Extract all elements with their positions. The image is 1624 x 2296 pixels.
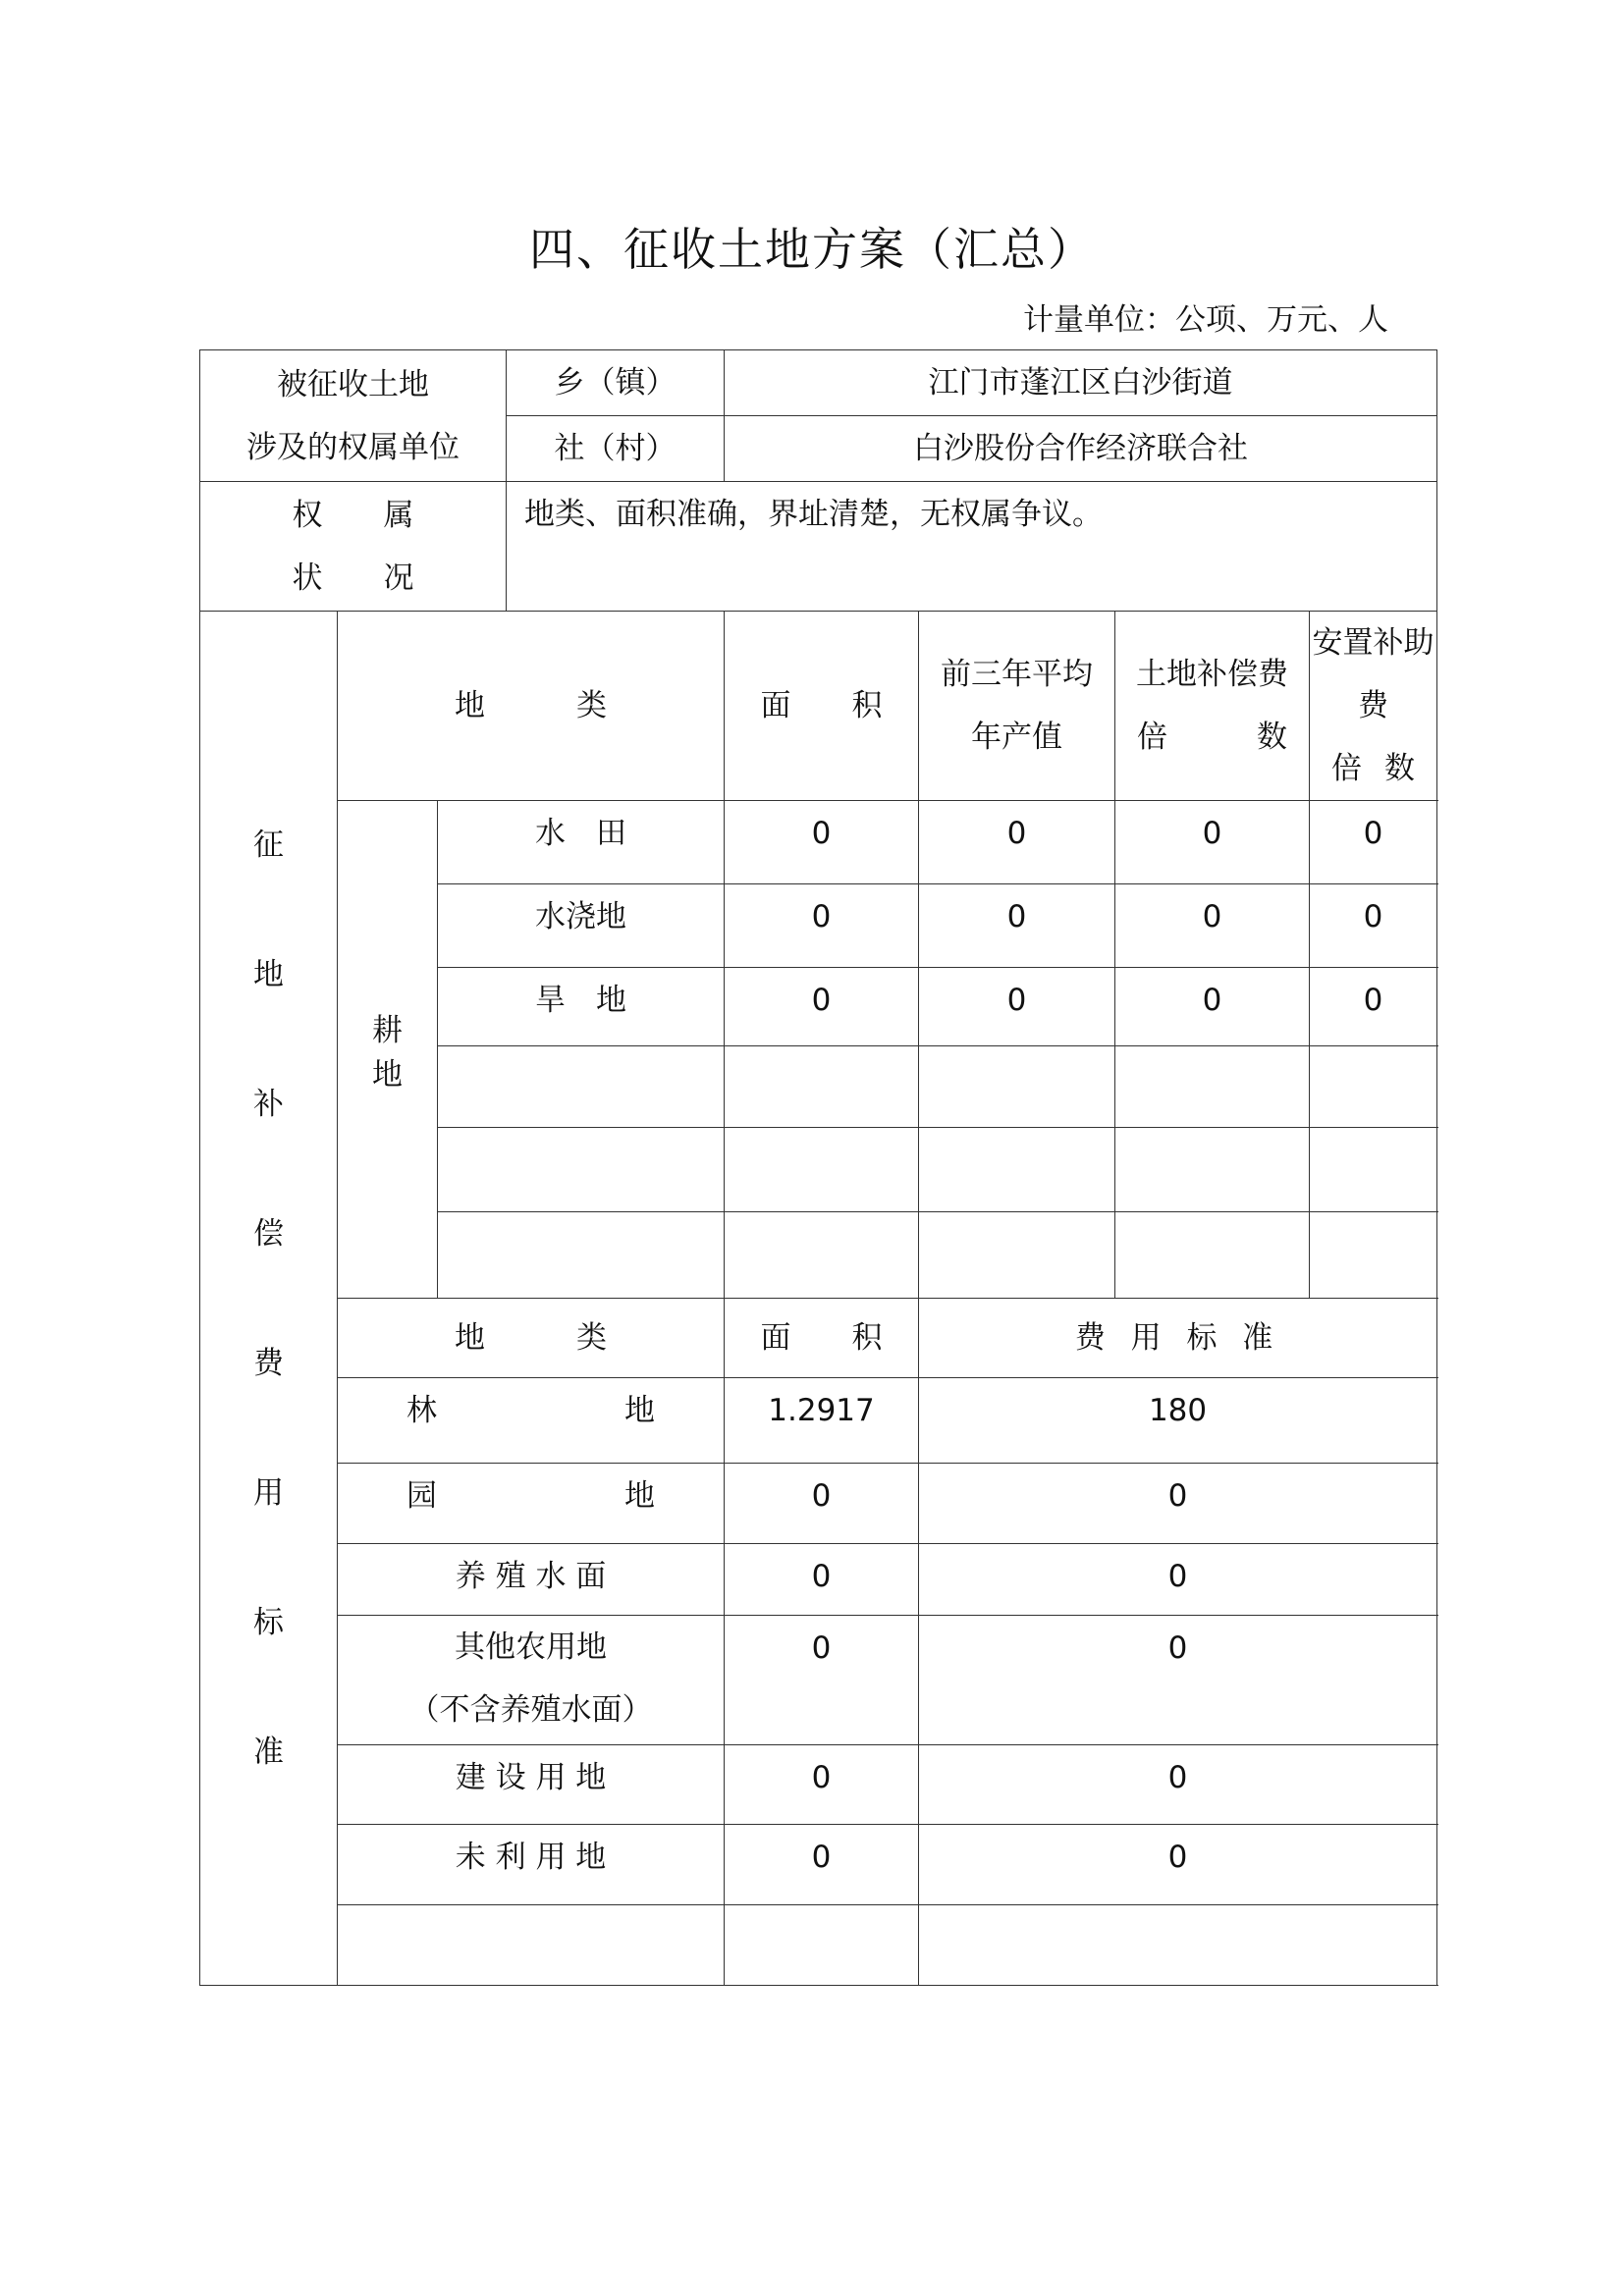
empty-cell [919, 1046, 1115, 1128]
header-resettlement-2a: 倍 [1331, 751, 1363, 786]
status-label-b: 属 [383, 497, 414, 533]
header-resettlement-1: 安置补助费 [1312, 625, 1435, 723]
empty-cell [725, 1905, 919, 1986]
ownership-label-line1: 被征收土地 [277, 366, 430, 402]
other-area: 0 [725, 1464, 919, 1544]
section-char: 费 [253, 1345, 284, 1381]
section-char: 标 [253, 1604, 284, 1640]
other-area: 0 [725, 1616, 919, 1745]
section-char: 地 [253, 956, 284, 992]
header-resettlement-2b: 数 [1384, 751, 1416, 786]
cultivated-resettle: 0 [1310, 801, 1437, 884]
section-char: 准 [253, 1734, 284, 1770]
status-text: 地类、面积准确，界址清楚，无权属争议。 [507, 482, 1437, 612]
empty-cell [438, 1212, 725, 1299]
cultivated-type: 旱 地 [438, 968, 725, 1046]
other-standard: 180 [919, 1378, 1437, 1464]
empty-cell [725, 1128, 919, 1212]
land-acquisition-table [199, 349, 1437, 1986]
other-type-b: 地 [624, 1393, 656, 1428]
empty-cell [1115, 1128, 1310, 1212]
cultivated-comp: 0 [1115, 801, 1310, 884]
village-value: 白沙股份合作经济联合社 [725, 416, 1437, 482]
header-compensation-2a: 倍 [1137, 720, 1168, 755]
cultivated-vertical-label [338, 801, 438, 1299]
cultivated-type: 水 田 [438, 801, 725, 884]
empty-cell [919, 1128, 1115, 1212]
cultivated-resettle: 0 [1310, 968, 1437, 1046]
header-compensation [1115, 612, 1310, 801]
other-type-a: 林 [406, 1393, 437, 1428]
page-title: 四、征收土地方案（汇总） [529, 223, 1095, 276]
other-standard: 0 [919, 1544, 1437, 1616]
header-avg-output-1: 前三年平均 [941, 657, 1094, 692]
header-area-a: 面 [760, 688, 791, 723]
cultivated-area: 0 [725, 801, 919, 884]
empty-cell [919, 1212, 1115, 1299]
section-char: 用 [253, 1474, 284, 1511]
cultivated-char: 地 [372, 1057, 403, 1093]
cultivated-resettle: 0 [1310, 884, 1437, 968]
cultivated-area: 0 [725, 968, 919, 1046]
header2-standard: 费 用 标 准 [919, 1299, 1437, 1378]
header2-area-b: 积 [851, 1320, 883, 1356]
cultivated-avg: 0 [919, 884, 1115, 968]
other-standard: 0 [919, 1616, 1437, 1745]
header2-land-type [338, 1299, 725, 1378]
other-area: 0 [725, 1745, 919, 1825]
unit-label: 计量单位：公项、万元、人 [1023, 302, 1388, 338]
header-compensation-1: 土地补偿费 [1136, 657, 1289, 692]
empty-cell [1310, 1046, 1437, 1128]
cultivated-char: 耕 [372, 1013, 403, 1048]
empty-cell [1115, 1046, 1310, 1128]
other-area: 0 [725, 1544, 919, 1616]
empty-cell [438, 1128, 725, 1212]
cultivated-avg: 0 [919, 801, 1115, 884]
header-avg-output [919, 612, 1115, 801]
town-value: 江门市蓬江区白沙街道 [725, 350, 1437, 416]
ownership-label [200, 350, 507, 482]
cultivated-area: 0 [725, 884, 919, 968]
empty-cell [438, 1046, 725, 1128]
other-type-a: 园 [406, 1478, 437, 1514]
other-standard: 0 [919, 1745, 1437, 1825]
header-area-b: 积 [851, 688, 883, 723]
header-avg-output-2: 年产值 [971, 720, 1063, 755]
village-label: 社（村） [507, 416, 725, 482]
cultivated-type: 水浇地 [438, 884, 725, 968]
header2-land-type-b: 类 [576, 1320, 608, 1356]
cultivated-comp: 0 [1115, 884, 1310, 968]
status-label-d: 况 [383, 560, 414, 596]
other-type: 未 利 用 地 [338, 1825, 725, 1905]
empty-cell [919, 1905, 1437, 1986]
section-char: 补 [253, 1086, 284, 1122]
ownership-label-line2: 涉及的权属单位 [246, 429, 460, 465]
empty-cell [338, 1905, 725, 1986]
other-type-line2: （不含养殖水面） [408, 1692, 653, 1728]
empty-cell [1115, 1212, 1310, 1299]
empty-cell [1310, 1128, 1437, 1212]
header-area [725, 612, 919, 801]
section-char: 偿 [253, 1215, 284, 1252]
other-type [338, 1616, 725, 1745]
other-type: 养 殖 水 面 [338, 1544, 725, 1616]
header-land-type [338, 612, 725, 801]
other-area: 0 [725, 1825, 919, 1905]
town-label: 乡（镇） [507, 350, 725, 416]
other-type: 建 设 用 地 [338, 1745, 725, 1825]
other-type [338, 1464, 725, 1544]
other-type [338, 1378, 725, 1464]
section-vertical-label [200, 612, 338, 1986]
empty-cell [725, 1046, 919, 1128]
cultivated-avg: 0 [919, 968, 1115, 1046]
header-compensation-2b: 数 [1257, 720, 1288, 755]
header-land-type-b: 类 [576, 688, 608, 723]
header2-area-a: 面 [760, 1320, 791, 1356]
other-area: 1.2917 [725, 1378, 919, 1464]
section-char: 征 [253, 827, 284, 863]
header2-land-type-a: 地 [455, 1320, 486, 1356]
other-type-b: 地 [624, 1478, 656, 1514]
header-land-type-a: 地 [455, 688, 486, 723]
header2-area [725, 1299, 919, 1378]
header-resettlement [1310, 612, 1437, 801]
empty-cell [1310, 1212, 1437, 1299]
other-type-line1: 其他农用地 [455, 1629, 608, 1665]
status-label [200, 482, 507, 612]
other-standard: 0 [919, 1464, 1437, 1544]
status-label-c: 状 [292, 560, 323, 596]
empty-cell [725, 1212, 919, 1299]
status-label-a: 权 [292, 497, 323, 533]
cultivated-comp: 0 [1115, 968, 1310, 1046]
other-standard: 0 [919, 1825, 1437, 1905]
